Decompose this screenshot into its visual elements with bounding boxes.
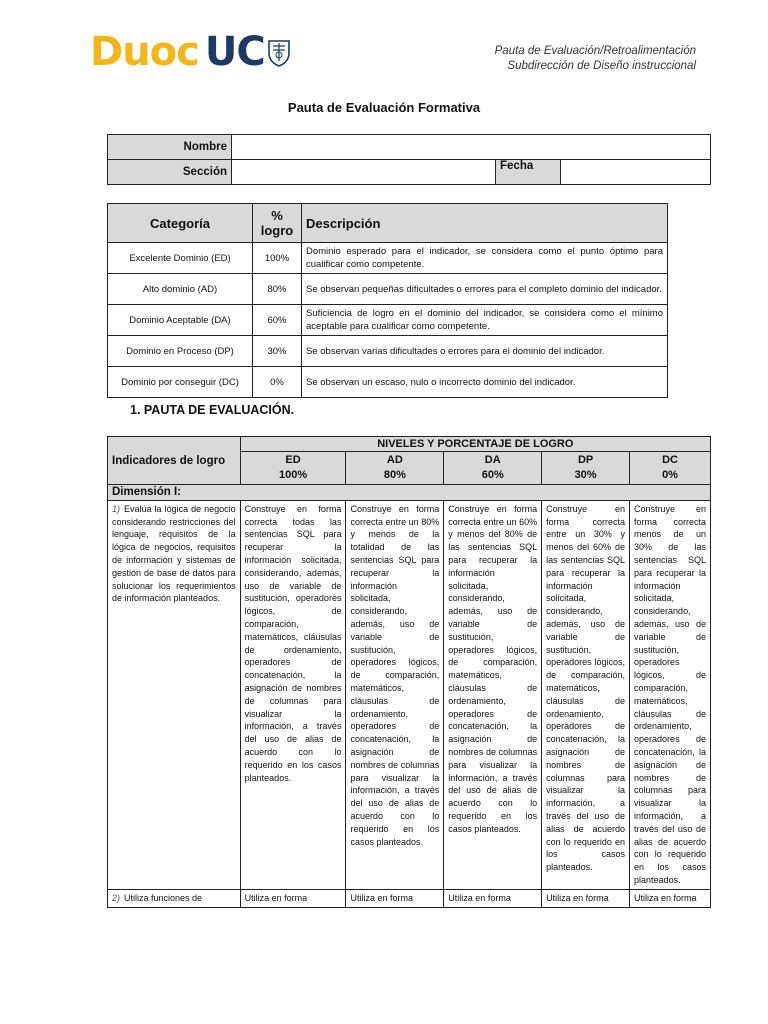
level-da-cell: Utiliza en forma <box>444 889 542 907</box>
category-desc: Se observan varias dificultades o errores para el dominio del indicador. <box>302 336 668 367</box>
category-pct: 60% <box>253 305 302 336</box>
category-name: Dominio Aceptable (DA) <box>108 305 253 336</box>
indicator-number: 2) <box>112 892 121 903</box>
rubric-row <box>108 500 711 889</box>
student-info-table <box>107 134 711 185</box>
category-desc: Se observan pequeñas dificultades o errores para el completo dominio del indicador. <box>302 274 668 305</box>
seccion-label: Sección <box>108 160 232 185</box>
level-code: DA <box>484 454 501 466</box>
level-dc-header <box>630 452 711 485</box>
seccion-field <box>232 160 496 185</box>
rubric-row <box>108 889 711 907</box>
level-da-header <box>444 452 542 485</box>
level-ed-cell: Construye en forma correcta todas las sentencias SQL para recuperar la información solicitada, considerando, además, uso de variable de sustitución, operadores lógicos, de comparación, matemáticos, cláusulas de ordenamiento, operadores de concatenación, la asignación de nombres de columnas para visualizar la información, a través del uso de alias de acuerdo con lo requerido en los casos planteados. <box>240 500 346 889</box>
category-name: Alto dominio (AD) <box>108 274 253 305</box>
level-dp-header <box>542 452 630 485</box>
fecha-label: Fecha <box>496 160 561 185</box>
category-row <box>108 243 668 274</box>
level-dc-cell: Construye en forma correcta menos de un 30% de las sentencias SQL para recuperar la información solicitada, considerando, además, uso de variable de sustitución, operadores lógicos, de comparación, matemáticos, cláusulas de ordenamiento, operadores de concatenación, la asignación de nombres de columnas para visualizar la información, a través del uso de alias de acuerdo con lo requerido en los casos planteados. <box>630 500 711 889</box>
logo-duoc-text: Duoc <box>90 29 199 75</box>
fecha-field <box>561 160 711 185</box>
level-code: AD <box>386 454 403 466</box>
category-row <box>108 274 668 305</box>
category-row <box>108 305 668 336</box>
indicator-cell <box>108 889 241 907</box>
category-table <box>107 203 668 398</box>
document-title: Pauta de Evaluación Formativa <box>287 100 481 115</box>
level-ad-header <box>346 452 444 485</box>
level-pct: 80% <box>383 469 406 481</box>
indicator-text: Utiliza funciones de <box>124 892 203 903</box>
level-dc-cell: Utiliza en forma <box>630 889 711 907</box>
level-code: ED <box>285 454 301 466</box>
dimension-label: Dimensión I: <box>108 485 711 501</box>
logo-uc-text: UC <box>204 29 265 75</box>
level-pct: 30% <box>574 469 597 481</box>
level-dp-cell: Construye en forma correcta entre un 30% y menos del 60% de las sentencias SQL para recuperar la información solicitada, considerando, además, uso de variable de sustitución, operadores lógicos, de comparación, matemáticos, cláusulas de ordenamiento, operadores de concatenación, la asignación de nombres de columnas para visualizar la información, a través del uso de alias de acuerdo con lo requerido en los casos planteados. <box>542 500 630 889</box>
category-pct: 0% <box>253 367 302 398</box>
level-ad-cell: Utiliza en forma <box>346 889 444 907</box>
level-dp-cell: Utiliza en forma <box>542 889 630 907</box>
header-line-2: Subdirección de Diseño instruccional <box>507 60 696 72</box>
category-row <box>108 336 668 367</box>
level-pct: 60% <box>481 469 504 481</box>
category-pct: 30% <box>253 336 302 367</box>
level-code: DP <box>577 454 594 466</box>
indicator-number: 1) <box>112 503 121 514</box>
level-ad-cell: Construye en forma correcta entre un 80% y menos de la totalidad de las sentencias SQL para recuperar la información solicitada, considerando, además, uso de variable de sustitución, operadores lógicos, de comparación, matemáticos, cláusulas de ordenamiento, operadores de concatenación, la asignación de nombres de columnas para visualizar la información, a través del uso de alias de acuerdo con lo requerido en los casos planteados. <box>346 500 444 889</box>
category-row <box>108 367 668 398</box>
pct-header: % logro <box>253 204 302 243</box>
nombre-field <box>232 135 711 160</box>
levels-header: NIVELES Y PORCENTAJE DE LOGRO <box>240 437 710 452</box>
indicators-header: Indicadores de logro <box>108 437 241 485</box>
level-da-cell: Construye en forma correcta entre un 60% y menos del 80% de las sentencias SQL para recuperar la información solicitada, considerando, además, uso de variable de sustitución, operadores lógicos, de comparación, matemáticos, cláusulas de ordenamiento, operadores de concatenación, la asignación de nombres de columnas para visualizar la información, a través del uso de alias de acuerdo con lo requerido en los casos planteados. <box>444 500 542 889</box>
level-ed-cell: Utiliza en forma <box>240 889 346 907</box>
category-desc: Se observan un escaso, nulo o incorrecto dominio del indicador. <box>302 367 668 398</box>
header-line-1: Pauta de Evaluación/Retroalimentación <box>494 45 696 57</box>
category-pct: 80% <box>253 274 302 305</box>
level-ed-header <box>240 452 346 485</box>
category-desc: Suficiencia de logro en el dominio del indicador, se considera como el mínimo aceptable para cualificar como competente. <box>302 305 668 336</box>
category-name: Excelente Dominio (ED) <box>108 243 253 274</box>
nombre-label: Nombre <box>108 135 232 160</box>
university-seal-icon <box>267 37 291 67</box>
category-name: Dominio por conseguir (DC) <box>108 367 253 398</box>
indicator-cell <box>108 500 241 889</box>
category-desc: Dominio esperado para el indicador, se considera como el punto óptimo para cualificar como competente. <box>302 243 668 274</box>
category-header: Categoría <box>108 204 253 243</box>
category-pct: 100% <box>253 243 302 274</box>
description-header: Descripción <box>302 204 668 243</box>
duoc-uc-logo <box>90 28 291 76</box>
level-code: DC <box>662 454 678 466</box>
header-info <box>495 44 696 74</box>
section-heading: 1. PAUTA DE EVALUACIÓN. <box>130 403 295 417</box>
level-pct: 100% <box>278 469 308 481</box>
category-name: Dominio en Proceso (DP) <box>108 336 253 367</box>
rubric-table <box>107 436 711 908</box>
level-pct: 0% <box>662 469 678 481</box>
indicator-text: Evalúa la lógica de negocio considerando restricciones del lenguaje, requisitos de la lógica de negocios, requisitos de información y sistemas de gestión de base de datos para solucionar los requerimientos de información planteados. <box>112 503 236 604</box>
